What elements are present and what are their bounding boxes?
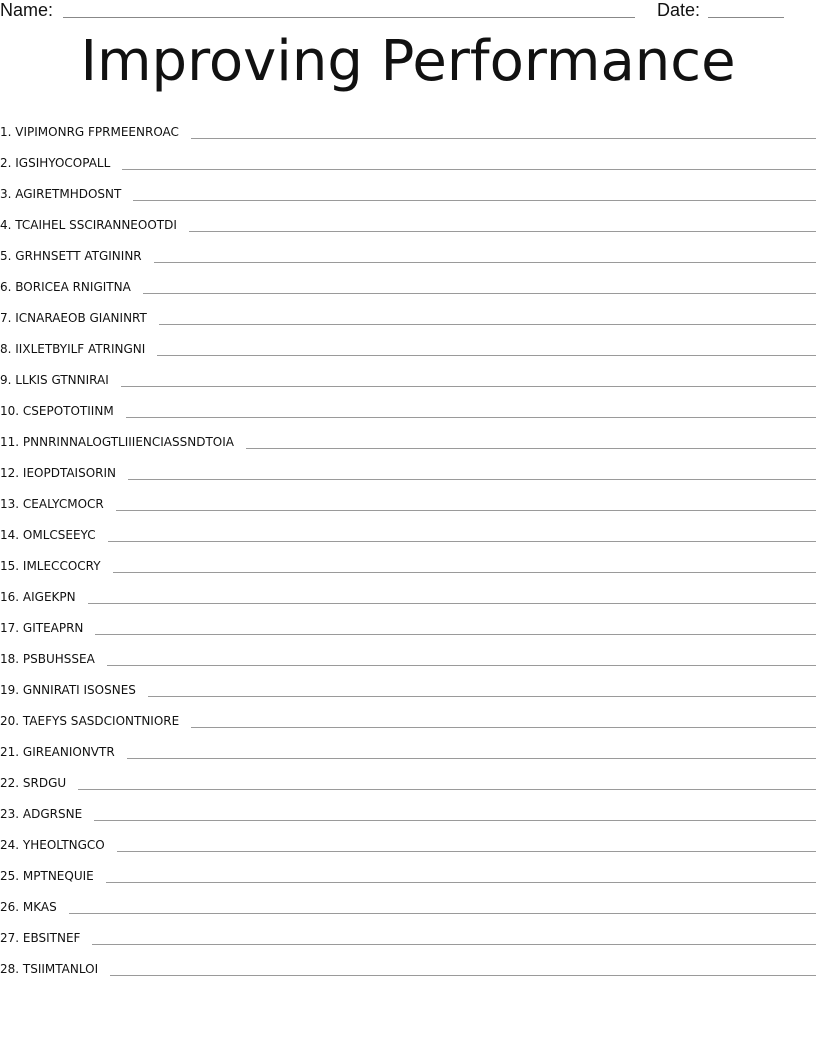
scrambled-word: 9. LLKIS GTNNIRAI bbox=[0, 373, 109, 387]
name-label: Name: bbox=[0, 0, 54, 20]
scrambled-word: 2. IGSIHYOCOPALL bbox=[0, 156, 111, 170]
scrambled-word: 17. GITEAPRN bbox=[0, 621, 84, 635]
answer-line[interactable] bbox=[128, 478, 816, 480]
scrambled-word: 27. EBSITNEF bbox=[0, 931, 81, 945]
list-item bbox=[0, 886, 816, 917]
answer-line[interactable] bbox=[107, 664, 816, 666]
scrambled-word: 1. VIPIMONRG FPRMEENROAC bbox=[0, 125, 179, 139]
list-item bbox=[0, 700, 816, 731]
answer-line[interactable] bbox=[110, 974, 816, 976]
list-item bbox=[0, 638, 816, 669]
list-item bbox=[0, 948, 816, 979]
answer-line[interactable] bbox=[133, 199, 816, 201]
answer-line[interactable] bbox=[94, 819, 816, 821]
scrambled-word: 15. IMLECCOCRY bbox=[0, 559, 101, 573]
list-item bbox=[0, 917, 816, 948]
scrambled-word: 7. ICNARAEOB GIANINRT bbox=[0, 311, 147, 325]
scrambled-word: 4. TCAIHEL SSCIRANNEOOTDI bbox=[0, 218, 177, 232]
scrambled-word: 23. ADGRSNE bbox=[0, 807, 83, 821]
list-item bbox=[0, 142, 816, 173]
answer-line[interactable] bbox=[246, 447, 816, 449]
answer-line[interactable] bbox=[122, 168, 816, 170]
answer-line[interactable] bbox=[121, 385, 816, 387]
scrambled-word: 13. CEALYCMOCR bbox=[0, 497, 104, 511]
list-item bbox=[0, 793, 816, 824]
answer-line[interactable] bbox=[116, 509, 816, 511]
list-item bbox=[0, 452, 816, 483]
list-item bbox=[0, 421, 816, 452]
list-item bbox=[0, 483, 816, 514]
answer-line[interactable] bbox=[157, 354, 816, 356]
page-title: Improving Performance bbox=[80, 29, 736, 94]
scrambled-word: 22. SRDGU bbox=[0, 776, 67, 790]
answer-line[interactable] bbox=[92, 943, 816, 945]
list-item bbox=[0, 328, 816, 359]
answer-line[interactable] bbox=[69, 912, 816, 914]
answer-line[interactable] bbox=[191, 726, 816, 728]
answer-line[interactable] bbox=[126, 416, 816, 418]
scrambled-word: 3. AGIRETMHDOSNT bbox=[0, 187, 122, 201]
list-item bbox=[0, 390, 816, 421]
list-item bbox=[0, 111, 816, 142]
list-item bbox=[0, 173, 816, 204]
answer-line[interactable] bbox=[117, 850, 816, 852]
scrambled-word: 11. PNNRINNALOGTLIIIENCIASSNDTOIA bbox=[0, 435, 234, 449]
scrambled-word: 8. IIXLETBYILF ATRINGNI bbox=[0, 342, 146, 356]
answer-line[interactable] bbox=[189, 230, 816, 232]
word-scramble-list bbox=[0, 111, 816, 979]
answer-line[interactable] bbox=[88, 602, 816, 604]
scrambled-word: 28. TSIIMTANLOI bbox=[0, 962, 99, 976]
scrambled-word: 6. BORICEA RNIGITNA bbox=[0, 280, 131, 294]
list-item bbox=[0, 514, 816, 545]
scrambled-word: 5. GRHNSETT ATGININR bbox=[0, 249, 142, 263]
scrambled-word: 21. GIREANIONVTR bbox=[0, 745, 115, 759]
list-item bbox=[0, 204, 816, 235]
answer-line[interactable] bbox=[191, 137, 816, 139]
answer-line[interactable] bbox=[159, 323, 816, 325]
answer-line[interactable] bbox=[108, 540, 816, 542]
date-label: Date: bbox=[657, 0, 701, 20]
answer-line[interactable] bbox=[113, 571, 816, 573]
scrambled-word: 26. MKAS bbox=[0, 900, 57, 914]
scrambled-word: 16. AIGEKPN bbox=[0, 590, 76, 604]
name-field[interactable] bbox=[63, 17, 635, 18]
date-field[interactable] bbox=[708, 17, 784, 18]
scrambled-word: 20. TAEFYS SASDCIONTNIORE bbox=[0, 714, 180, 728]
list-item bbox=[0, 266, 816, 297]
answer-line[interactable] bbox=[143, 292, 816, 294]
scrambled-word: 12. IEOPDTAISORIN bbox=[0, 466, 117, 480]
list-item bbox=[0, 359, 816, 390]
list-item bbox=[0, 762, 816, 793]
list-item bbox=[0, 669, 816, 700]
list-item bbox=[0, 235, 816, 266]
answer-line[interactable] bbox=[148, 695, 816, 697]
list-item bbox=[0, 297, 816, 328]
answer-line[interactable] bbox=[106, 881, 816, 883]
answer-line[interactable] bbox=[95, 633, 816, 635]
scrambled-word: 10. CSEPOTOTIINM bbox=[0, 404, 114, 418]
answer-line[interactable] bbox=[127, 757, 816, 759]
scrambled-word: 18. PSBUHSSEA bbox=[0, 652, 95, 666]
scrambled-word: 14. OMLCSEEYC bbox=[0, 528, 96, 542]
list-item bbox=[0, 731, 816, 762]
list-item bbox=[0, 545, 816, 576]
list-item bbox=[0, 824, 816, 855]
answer-line[interactable] bbox=[154, 261, 816, 263]
list-item bbox=[0, 607, 816, 638]
answer-line[interactable] bbox=[78, 788, 816, 790]
scrambled-word: 19. GNNIRATI ISOSNES bbox=[0, 683, 136, 697]
header-row bbox=[0, 0, 816, 24]
list-item bbox=[0, 855, 816, 886]
scrambled-word: 24. YHEOLTNGCO bbox=[0, 838, 105, 852]
list-item bbox=[0, 576, 816, 607]
scrambled-word: 25. MPTNEQUIE bbox=[0, 869, 94, 883]
